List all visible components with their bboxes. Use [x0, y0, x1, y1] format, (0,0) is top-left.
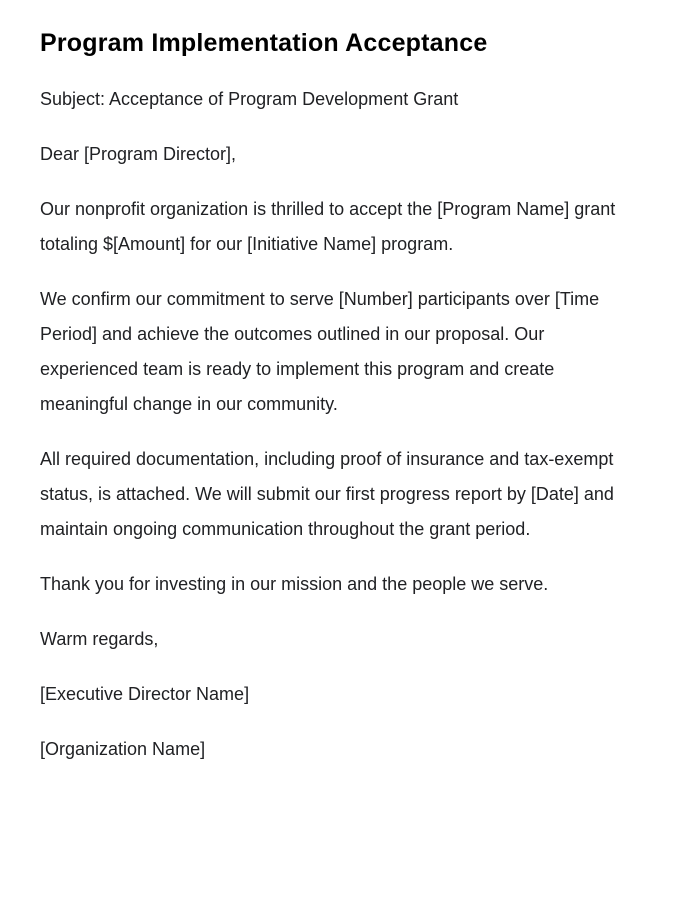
subject-line: Subject: Acceptance of Program Development Grant: [40, 89, 459, 109]
closing-line: Warm regards,: [40, 629, 159, 649]
page-title: Program Implementation Acceptance: [40, 29, 488, 57]
salutation: Dear [Program Director],: [40, 144, 237, 164]
signature-org: [Organization Name]: [40, 739, 206, 759]
body-paragraph-1: Our nonprofit organization is thrilled to accept the [Program Name] grant totaling $[Amount] for our [Initiative Name] program.: [40, 199, 616, 254]
body-paragraph-3: All required documentation, including proof of insurance and tax-exempt status, is attached. We will submit our first progress report by [Date] and maintain ongoing communication throughout the grant period.: [40, 449, 614, 539]
signature-name: [Executive Director Name]: [40, 684, 250, 704]
body-paragraph-4: Thank you for investing in our mission and the people we serve.: [40, 574, 549, 594]
body-paragraph-2: We confirm our commitment to serve [Number] participants over [Time Period] and achieve the outcomes outlined in our proposal. Our experienced team is ready to implement this program and create meaningful change in our community.: [40, 289, 600, 414]
